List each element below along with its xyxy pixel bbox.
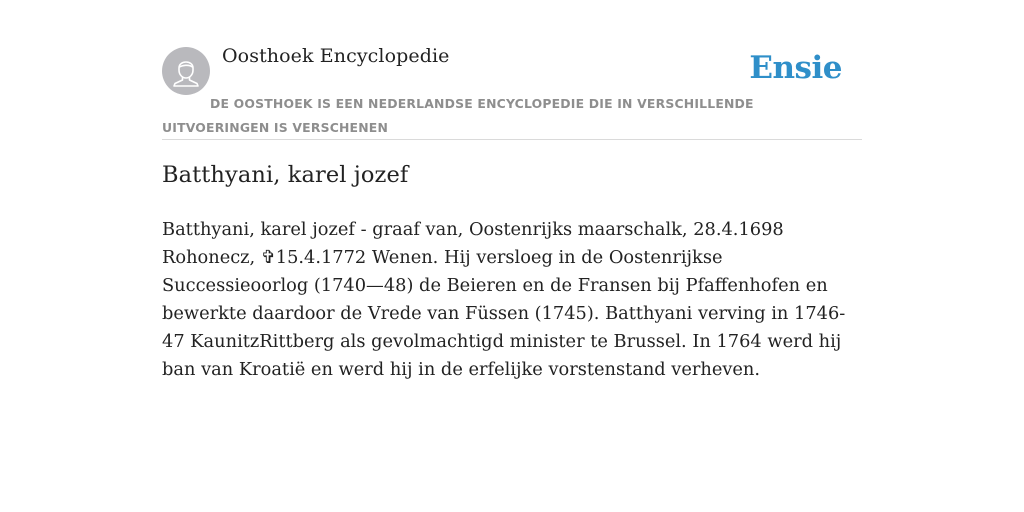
article-body: Batthyani, karel jozef - graaf van, Oostenrijks maarschalk, 28.4.1698 Rohonecz, ✞15.4.1772 Wenen. Hij versloeg in de Oostenrijkse Successieoorlog (1740—48) de Beieren en de Fransen bij Pfaffenhofen en bewerkte daardoor de Vrede van Füssen (1745). Batthyani verving in 1746-47 KaunitzRittberg als gevolmachtigd minister te Brussel. In 1764 werd hij ban van Kroatië en werd hij in de erfelijke vorstenstand verheven. [162,219,846,380]
brand-logo-link[interactable]: Ensie [749,50,842,86]
header-divider [162,139,862,140]
article-title: Batthyani, karel jozef [162,162,409,188]
site-tagline: DE OOSTHOEK IS EEN NEDERLANDSE ENCYCLOPEDIE DIE IN VERSCHILLENDE UITVOERINGEN IS VERSCHENEN [162,96,754,135]
site-name[interactable]: Oosthoek Encyclopedie [222,45,450,67]
user-silhouette-icon [162,47,210,95]
avatar[interactable] [162,47,210,95]
